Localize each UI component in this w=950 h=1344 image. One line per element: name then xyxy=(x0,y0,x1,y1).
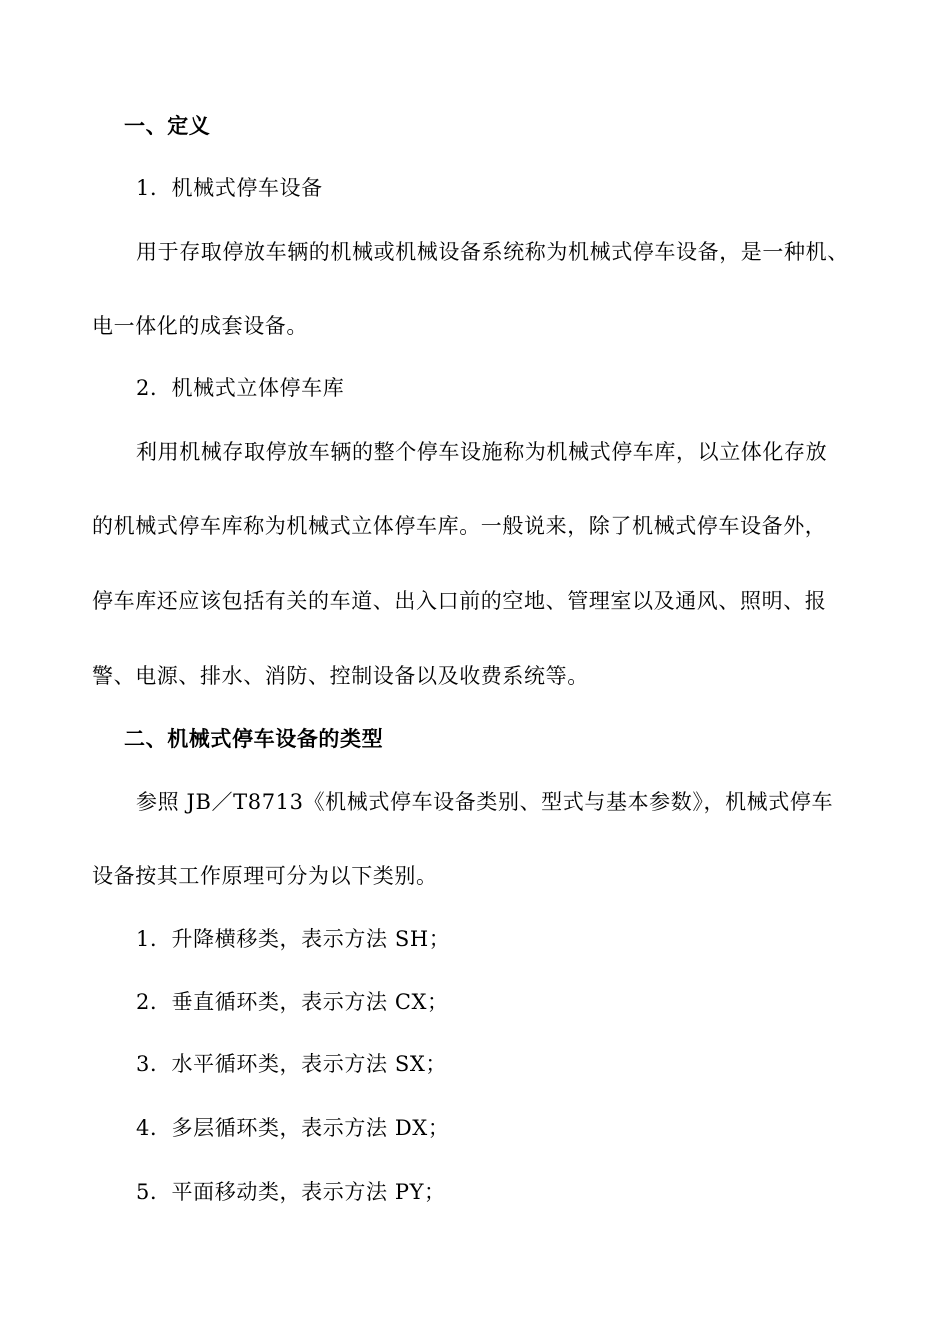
paragraph-line: 警、电源、排水、消防、控制设备以及收费系统等。 xyxy=(92,664,589,688)
list-item: 2．垂直循环类，表示方法 CX； xyxy=(136,990,449,1014)
paragraph-line: 用于存取停放车辆的机械或机械设备系统称为机械式停车设备，是一种机、 xyxy=(136,240,849,264)
item-title-mechanical-3d-parking-garage: 2．机械式立体停车库 xyxy=(136,376,345,400)
paragraph-line: 的机械式停车库称为机械式立体停车库。一般说来，除了机械式停车设备外， xyxy=(92,514,827,538)
section-heading-equipment-types: 二、机械式停车设备的类型 xyxy=(124,726,384,751)
section-heading-definition: 一、定义 xyxy=(124,113,211,138)
paragraph-line: 设备按其工作原理可分为以下类别。 xyxy=(92,864,438,888)
list-item: 5．平面移动类，表示方法 PY； xyxy=(136,1180,446,1204)
paragraph-line: 利用机械存取停放车辆的整个停车设施称为机械式停车库，以立体化存放 xyxy=(136,440,828,464)
paragraph-line: 参照 JB／T8713《机械式停车设备类别、型式与基本参数》，机械式停车 xyxy=(136,790,834,814)
list-item: 1．升降横移类，表示方法 SH； xyxy=(136,927,451,951)
paragraph-line: 停车库还应该包括有关的车道、出入口前的空地、管理室以及通风、照明、报 xyxy=(92,589,827,613)
list-item: 4．多层循环类，表示方法 DX； xyxy=(136,1116,450,1140)
paragraph-line: 电一体化的成套设备。 xyxy=(92,314,308,338)
item-title-mechanical-parking-equipment: 1．机械式停车设备 xyxy=(136,176,323,200)
list-item: 3．水平循环类，表示方法 SX； xyxy=(136,1052,447,1076)
